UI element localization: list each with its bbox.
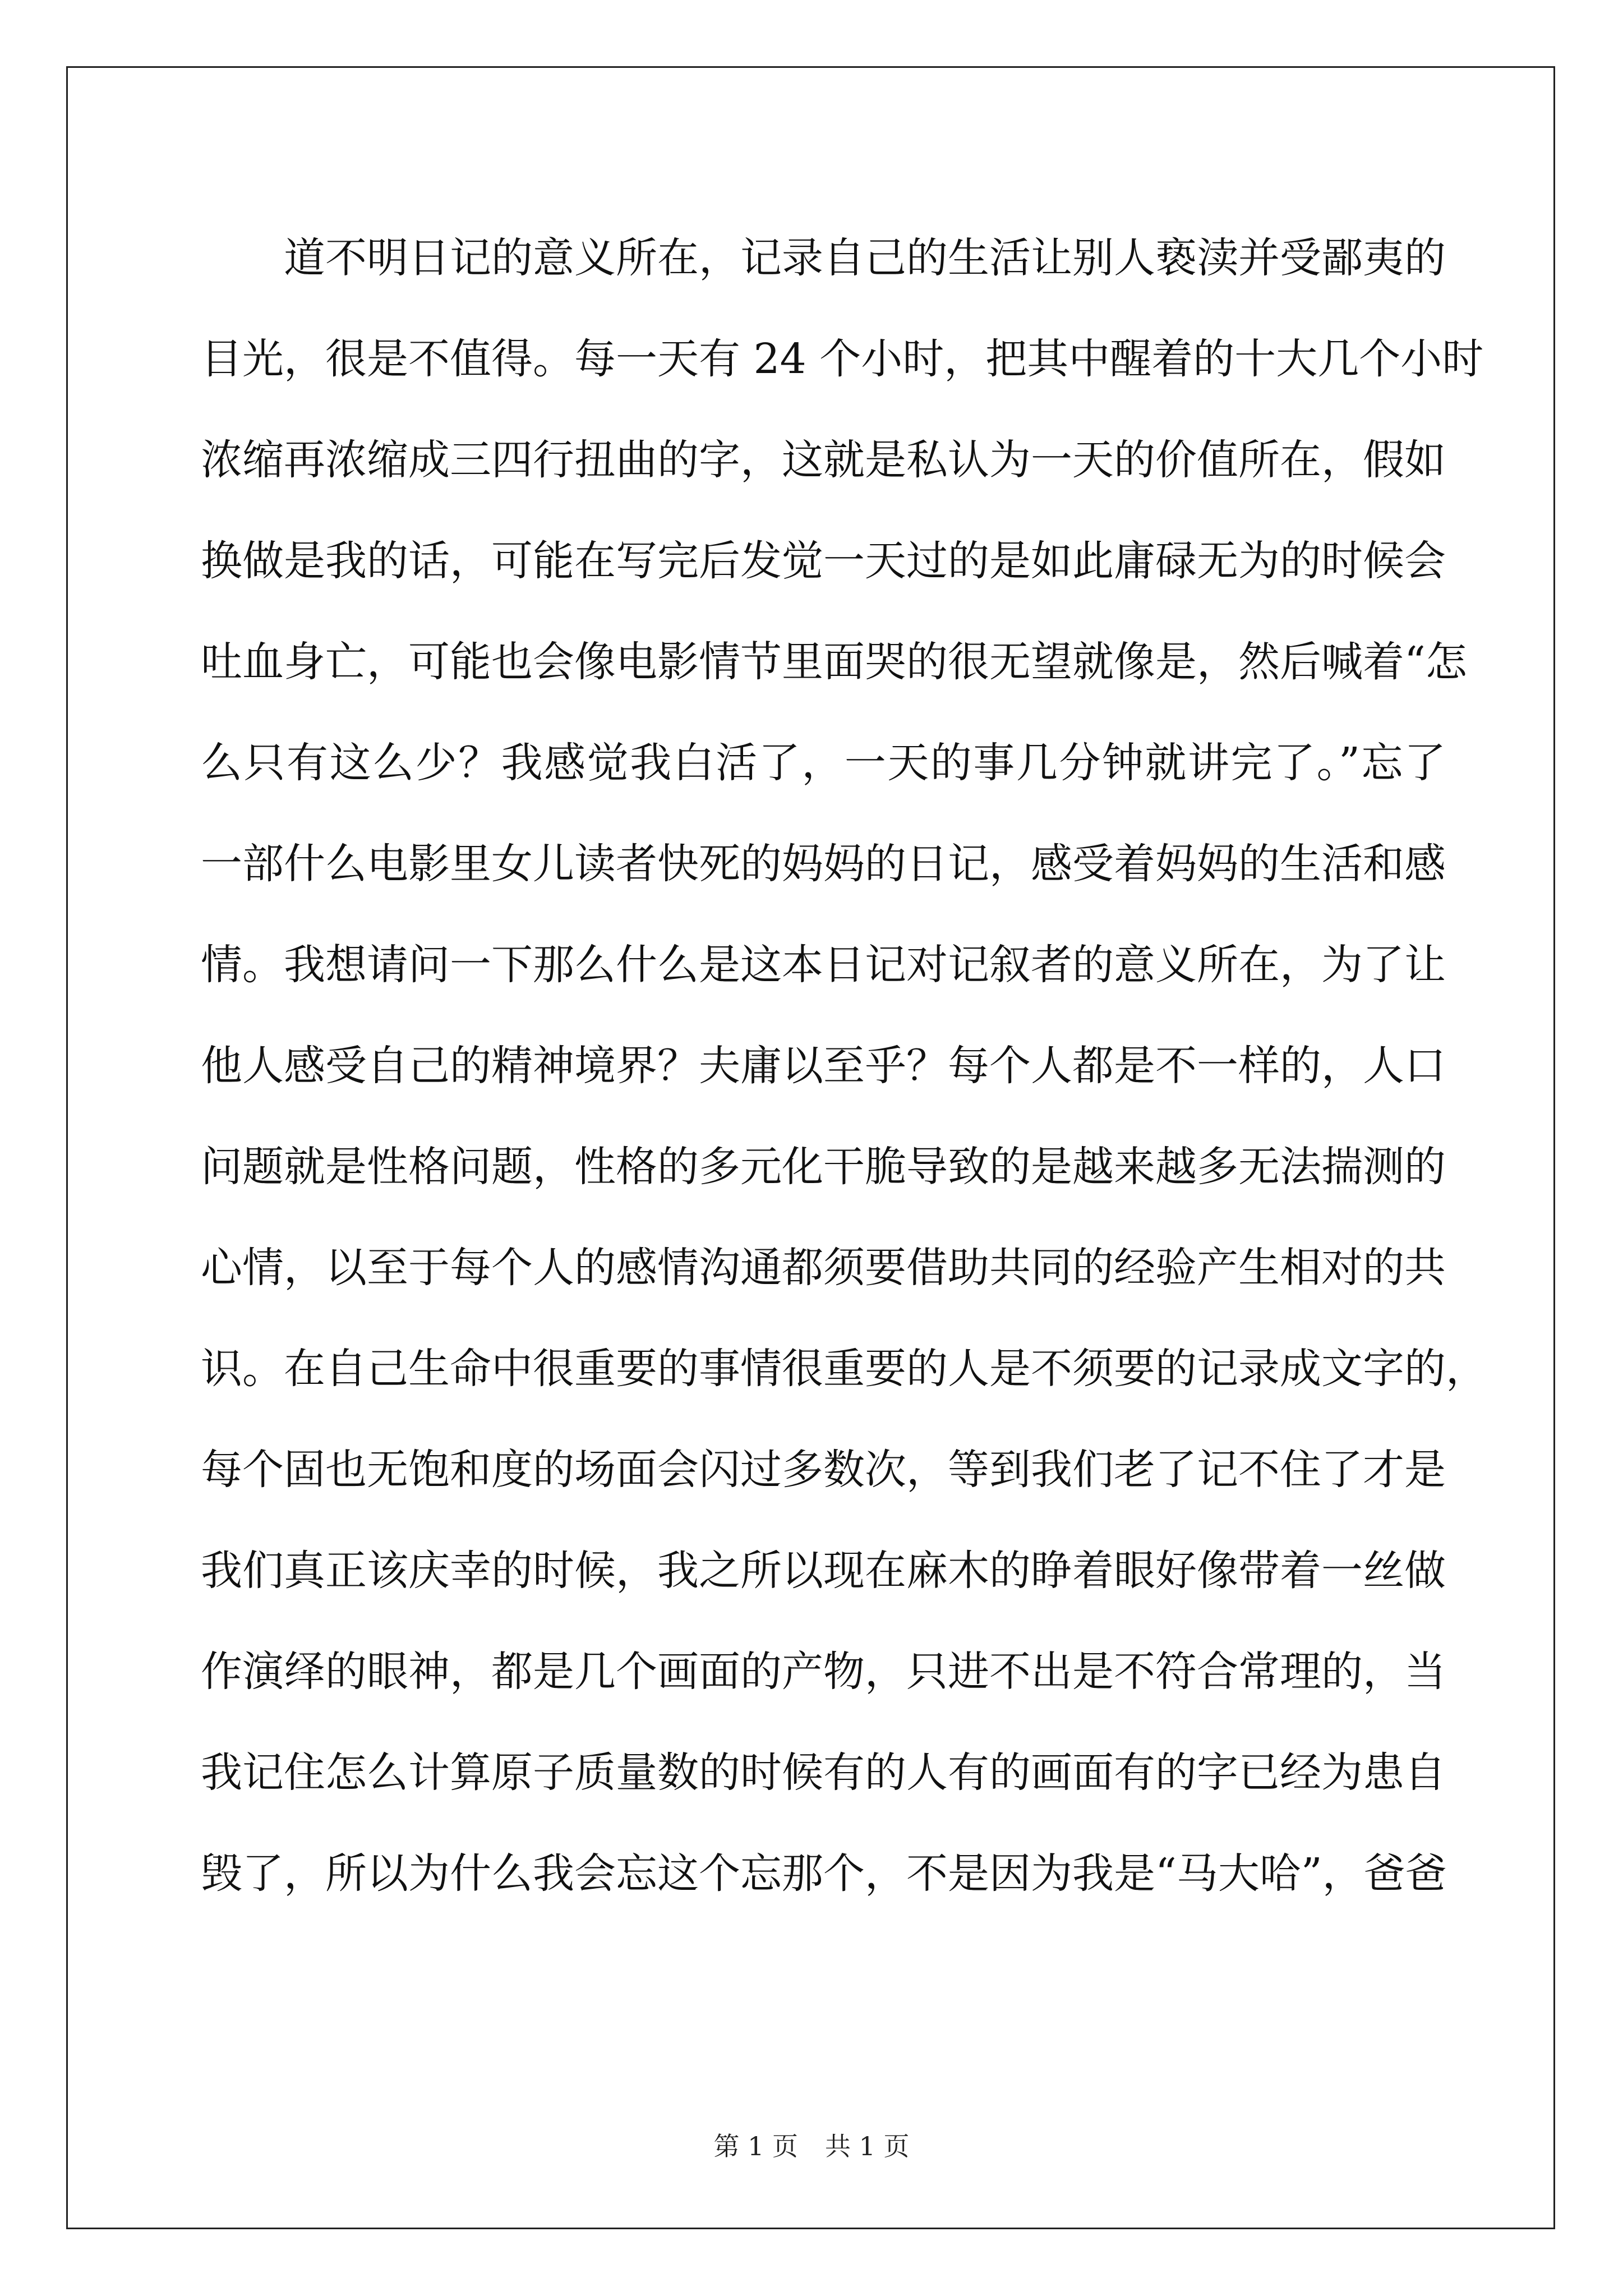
page-footer	[0, 2129, 1623, 2163]
text-line: 情。我想请问一下那么什么是这本日记对记叙者的意义所在，为了让	[201, 941, 1446, 989]
text-line: 道不明日记的意义所在，记录自己的生活让别人亵渎并受鄙夷的	[284, 234, 1446, 282]
page-number-total: 共 1 页	[825, 2131, 910, 2161]
text-line: 作演绎的眼神，都是几个画面的产物，只进不出是不符合常理的，当	[201, 1648, 1446, 1696]
text-line: 换做是我的话，可能在写完后发觉一天过的是如此庸碌无为的时候会	[201, 537, 1446, 585]
text-line: 吐血身亡，可能也会像电影情节里面哭的很无望就像是，然后喊着“怎	[201, 638, 1467, 686]
text-line: 么只有这么少？我感觉我白活了，一天的事几分钟就讲完了。”忘了	[201, 739, 1446, 787]
text-line: 问题就是性格问题，性格的多元化干脆导致的是越来越多无法揣测的	[201, 1143, 1446, 1191]
body-text	[201, 208, 1487, 1924]
text-line: 心情，以至于每个人的感情沟通都须要借助共同的经验产生相对的共	[201, 1244, 1446, 1292]
text-line: 每个固也无饱和度的场面会闪过多数次，等到我们老了记不住了才是	[201, 1446, 1446, 1494]
page-number-current: 第 1 页	[713, 2131, 798, 2161]
text-line: 识。在自己生命中很重要的事情很重要的人是不须要的记录成文字的，	[201, 1345, 1487, 1393]
text-line: 目光，很是不值得。每一天有 24 个小时，把其中醒着的十大几个小时	[201, 335, 1484, 383]
text-line: 一部什么电影里女儿读者快死的妈妈的日记，感受着妈妈的生活和感	[201, 840, 1446, 888]
text-line: 毁了，所以为什么我会忘这个忘那个，不是因为我是“马大哈”，爸爸	[201, 1849, 1447, 1898]
text-line: 他人感受自己的精神境界？夫庸以至乎？每个人都是不一样的，人口	[201, 1042, 1446, 1090]
text-line: 我们真正该庆幸的时候，我之所以现在麻木的睁着眼好像带着一丝做	[201, 1547, 1446, 1595]
text-line: 浓缩再浓缩成三四行扭曲的字，这就是私认为一天的价值所在，假如	[201, 436, 1446, 484]
text-line: 我记住怎么计算原子质量数的时候有的人有的画面有的字已经为患自	[201, 1749, 1446, 1797]
